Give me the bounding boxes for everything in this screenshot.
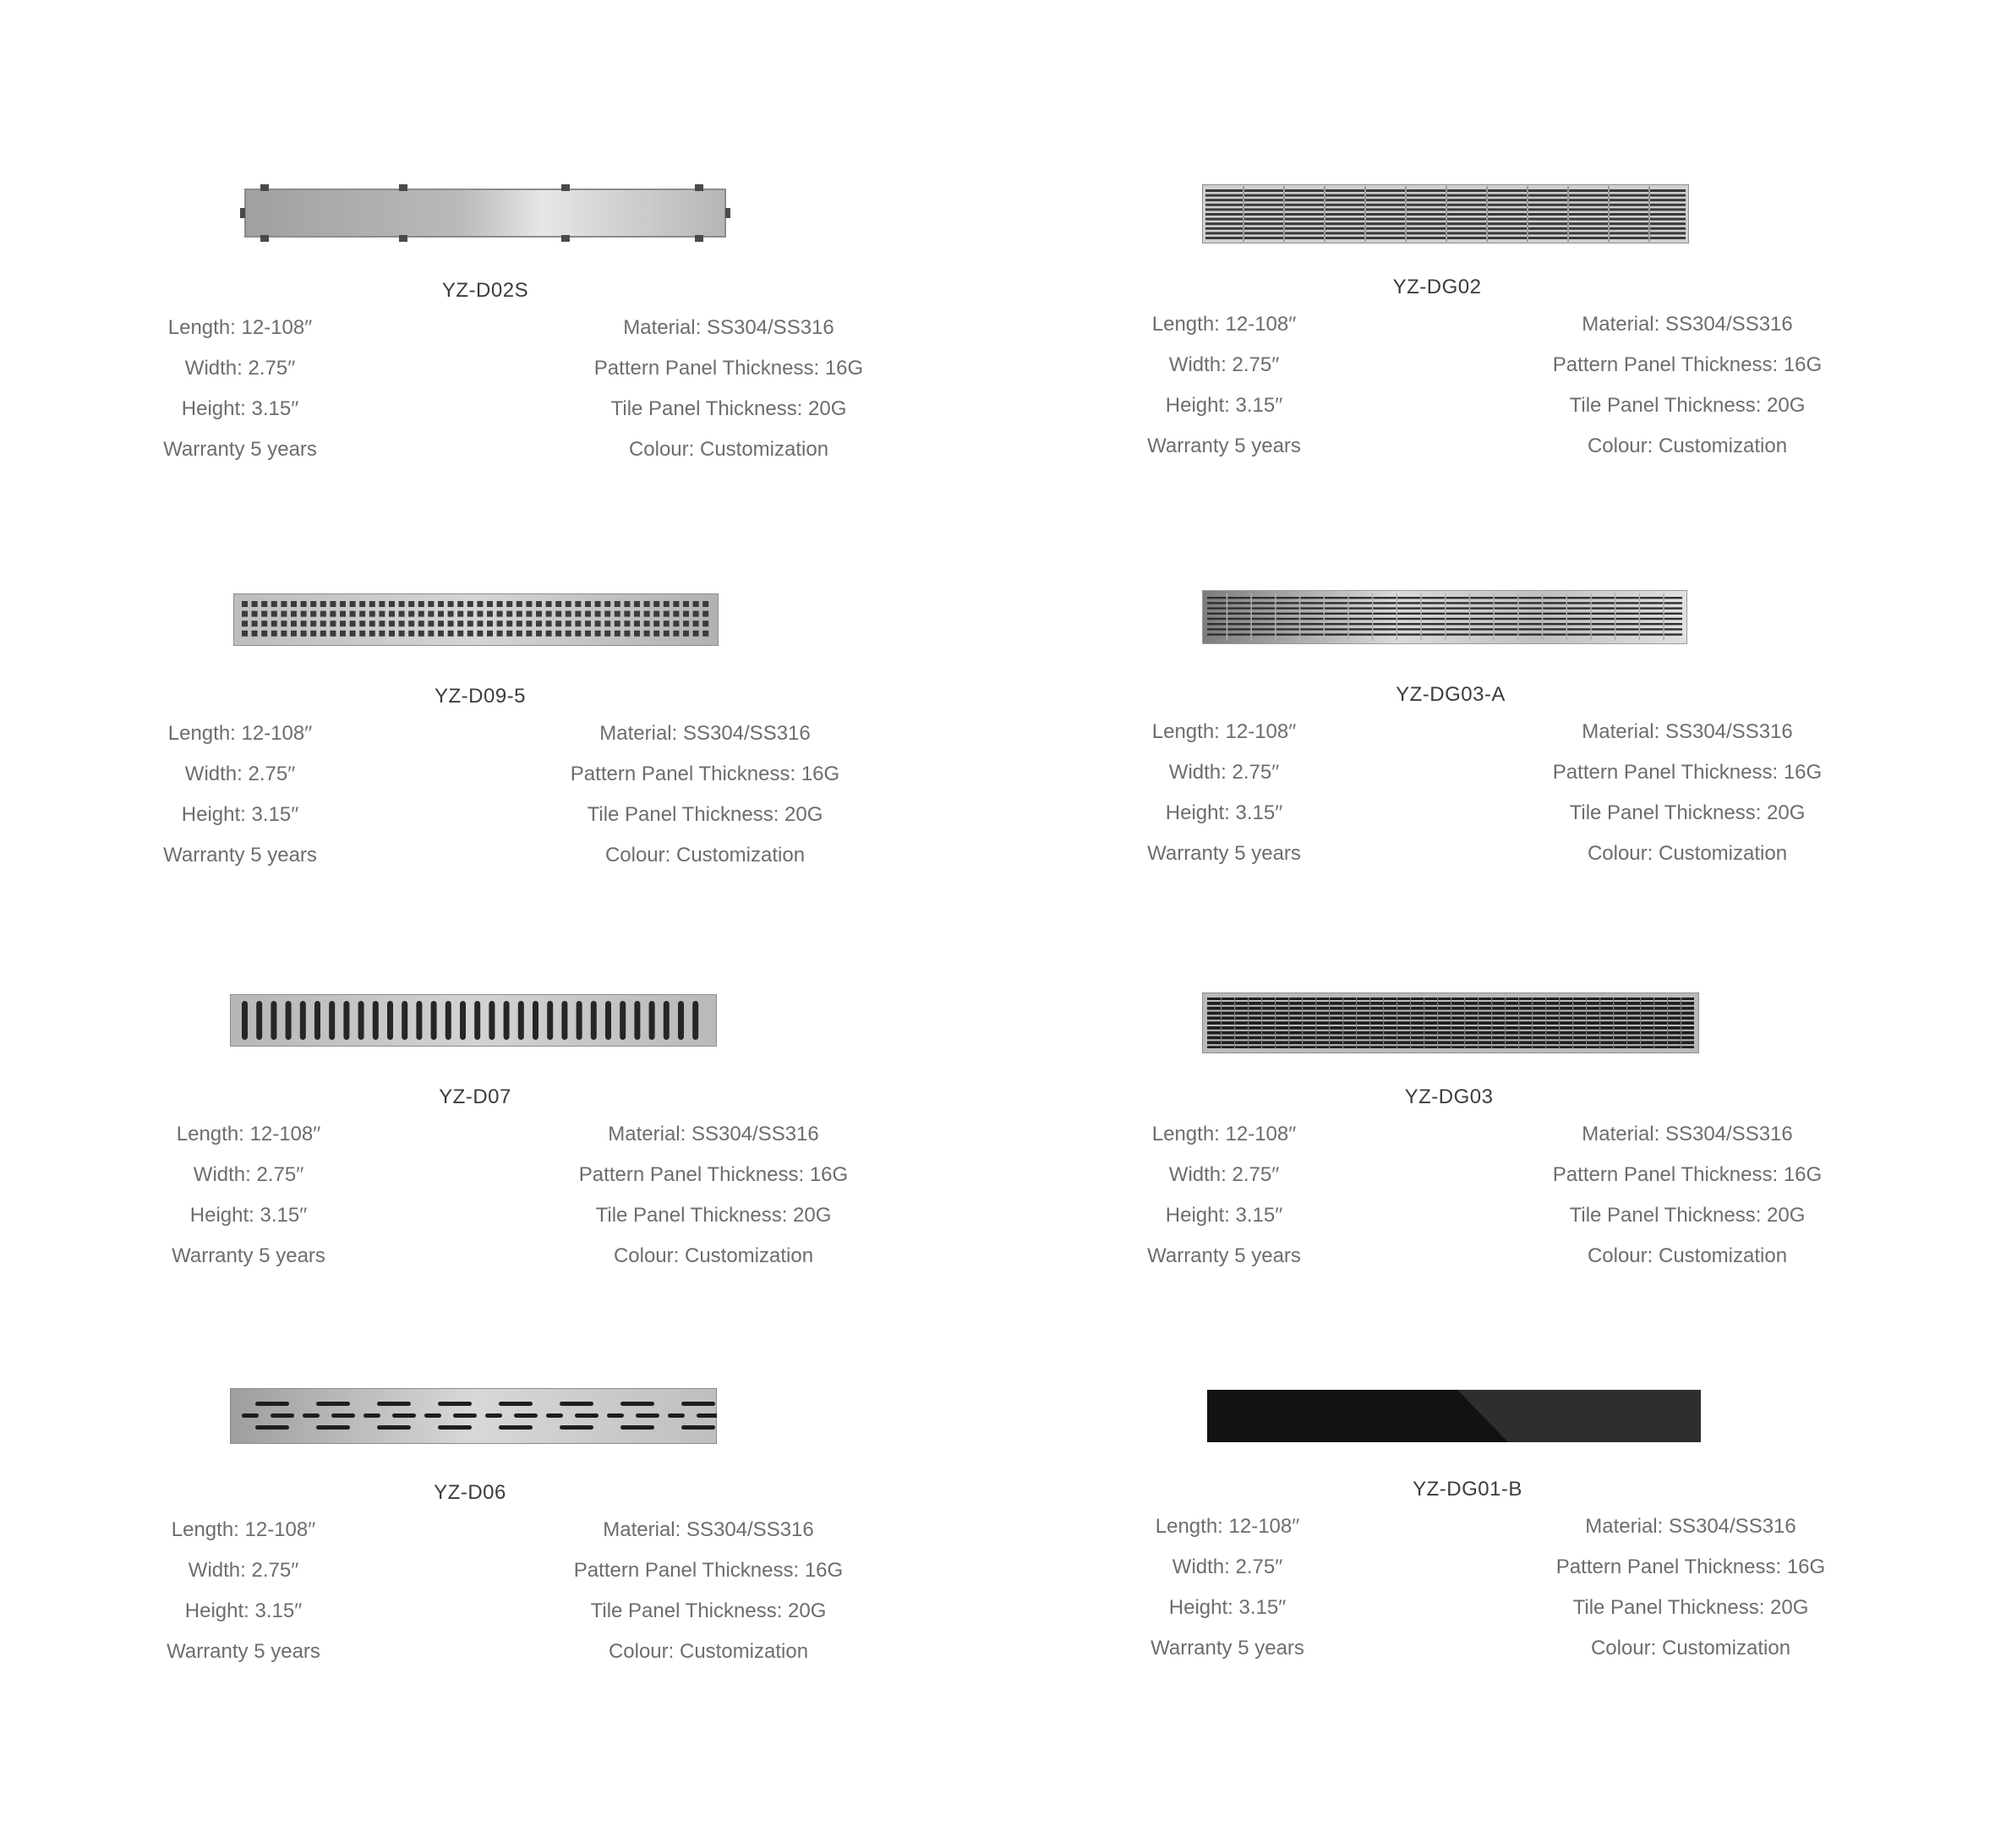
spec-length: Length: 12-108′′ [1151,1123,1297,1145]
spec-material: Material: SS304/SS316 [1582,313,1793,336]
model-name: YZ-D02S [441,279,529,302]
spec-material: Material: SS304/SS316 [1585,1515,1796,1538]
spec-width: Width: 2.75′′ [193,1163,304,1186]
spec-height: Height: 3.15′′ [181,803,299,826]
drain-image [1202,184,1689,243]
spec-length: Length: 12-108′′ [171,1518,316,1541]
spec-colour: Colour: Customization [604,844,806,867]
spec-material: Material: SS304/SS316 [1582,720,1793,743]
spec-tile-thickness: Tile Panel Thickness: 20G [1569,1204,1806,1227]
drain-image [1207,1390,1701,1442]
spec-warranty: Warranty 5 years [172,1244,325,1267]
spec-height: Height: 3.15′′ [1165,1204,1283,1227]
spec-length: Length: 12-108′′ [167,316,313,339]
model-name: YZ-DG03-A [1396,683,1506,706]
spec-pattern-thickness: Pattern Panel Thickness: 16G [1552,761,1823,784]
spec-length: Length: 12-108′′ [176,1123,321,1145]
spec-pattern-thickness: Pattern Panel Thickness: 16G [570,763,840,785]
drain-image [230,1388,717,1444]
spec-colour: Colour: Customization [1590,1637,1791,1659]
spec-colour: Colour: Customization [613,1244,814,1267]
spec-length: Length: 12-108′′ [1151,313,1297,336]
spec-material: Material: SS304/SS316 [599,722,811,745]
model-name: YZ-DG03 [1404,1085,1494,1108]
model-name: YZ-D06 [434,1481,506,1504]
spec-warranty: Warranty 5 years [167,1640,320,1663]
spec-colour: Colour: Customization [1587,435,1788,457]
spec-pattern-thickness: Pattern Panel Thickness: 16G [573,1559,844,1582]
spec-height: Height: 3.15′′ [189,1204,308,1227]
spec-warranty: Warranty 5 years [1151,1637,1304,1659]
spec-width: Width: 2.75′′ [1168,1163,1280,1186]
spec-height: Height: 3.15′′ [1165,801,1283,824]
drain-image [230,994,717,1047]
model-name: YZ-D09-5 [434,685,527,708]
spec-colour: Colour: Customization [628,438,829,461]
spec-width: Width: 2.75′′ [1172,1555,1283,1578]
spec-pattern-thickness: Pattern Panel Thickness: 16G [578,1163,849,1186]
spec-height: Height: 3.15′′ [1165,394,1283,417]
spec-material: Material: SS304/SS316 [623,316,834,339]
spec-warranty: Warranty 5 years [163,438,317,461]
spec-colour: Colour: Customization [608,1640,809,1663]
spec-colour: Colour: Customization [1587,1244,1788,1267]
drain-image [1202,590,1687,644]
spec-warranty: Warranty 5 years [163,844,317,867]
spec-tile-thickness: Tile Panel Thickness: 20G [1569,394,1806,417]
drain-image [233,593,719,646]
spec-tile-thickness: Tile Panel Thickness: 20G [1569,801,1806,824]
spec-tile-thickness: Tile Panel Thickness: 20G [610,397,847,420]
spec-pattern-thickness: Pattern Panel Thickness: 16G [1552,1163,1823,1186]
spec-tile-thickness: Tile Panel Thickness: 20G [1572,1596,1809,1619]
spec-width: Width: 2.75′′ [1168,761,1280,784]
spec-warranty: Warranty 5 years [1147,1244,1301,1267]
spec-material: Material: SS304/SS316 [1582,1123,1793,1145]
spec-height: Height: 3.15′′ [184,1599,303,1622]
spec-width: Width: 2.75′′ [188,1559,299,1582]
spec-width: Width: 2.75′′ [1168,353,1280,376]
model-name: YZ-D07 [439,1085,511,1108]
model-name: YZ-DG02 [1392,276,1482,298]
spec-pattern-thickness: Pattern Panel Thickness: 16G [1552,353,1823,376]
spec-height: Height: 3.15′′ [1168,1596,1287,1619]
spec-width: Width: 2.75′′ [184,763,296,785]
spec-tile-thickness: Tile Panel Thickness: 20G [587,803,823,826]
spec-length: Length: 12-108′′ [167,722,313,745]
spec-tile-thickness: Tile Panel Thickness: 20G [595,1204,832,1227]
spec-height: Height: 3.15′′ [181,397,299,420]
spec-warranty: Warranty 5 years [1147,842,1301,865]
spec-material: Material: SS304/SS316 [608,1123,819,1145]
spec-pattern-thickness: Pattern Panel Thickness: 16G [593,357,864,380]
spec-warranty: Warranty 5 years [1147,435,1301,457]
spec-width: Width: 2.75′′ [184,357,296,380]
spec-length: Length: 12-108′′ [1155,1515,1300,1538]
spec-length: Length: 12-108′′ [1151,720,1297,743]
spec-pattern-thickness: Pattern Panel Thickness: 16G [1555,1555,1826,1578]
model-name: YZ-DG01-B [1413,1478,1522,1501]
spec-material: Material: SS304/SS316 [603,1518,814,1541]
drain-image [1202,992,1699,1053]
spec-tile-thickness: Tile Panel Thickness: 20G [590,1599,827,1622]
spec-colour: Colour: Customization [1587,842,1788,865]
